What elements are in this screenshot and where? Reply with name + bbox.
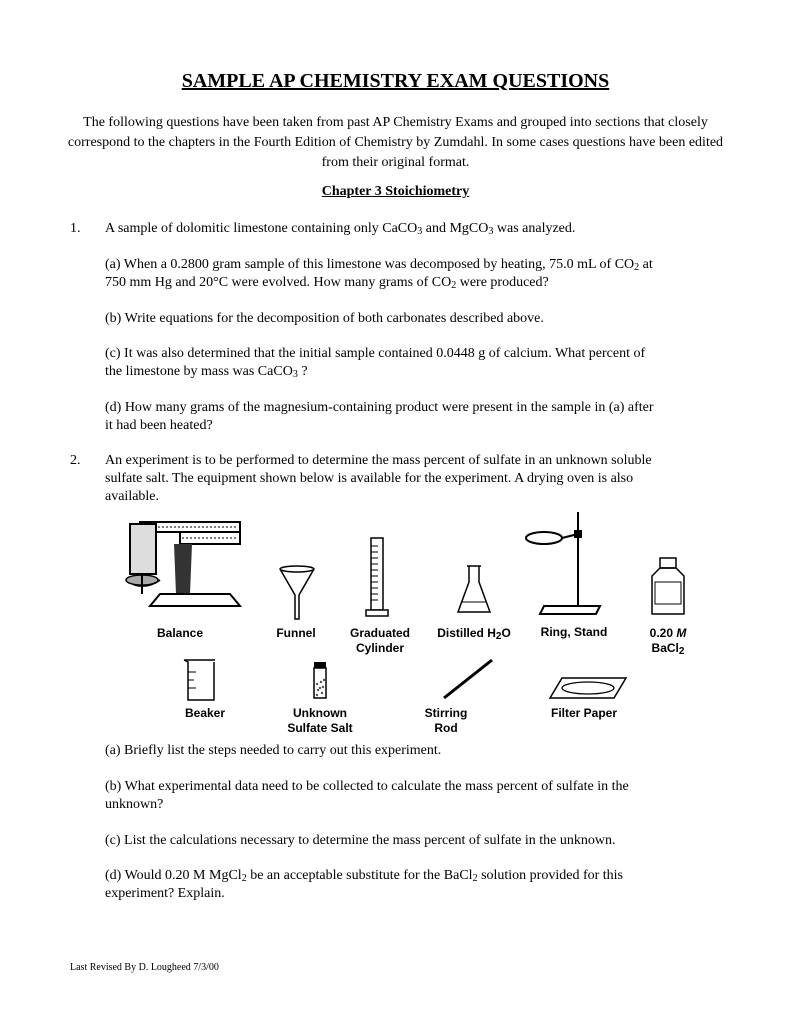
balance-label: Balance [156,626,204,640]
ring-stand-icon [522,508,608,618]
graduated-cylinder-label: Graduated Cylinder [349,626,410,655]
question-2-part-c: (c) List the calculations necessary to determine the mass percent of sulfate in the unknown. [105,833,616,848]
footer-revision-note: Last Revised By D. Lougheed 7/3/00 [70,962,219,973]
distilled-water-label: Distilled $H_2O$ [437,626,511,642]
beaker-label: Beaker [184,706,226,720]
question-2-part-a: (a) Briefly list the steps needed to carry out this experiment. [105,743,442,758]
question-1-part-d: (d) How many grams of the magnesium-containing product were present in the sample in (a) after it had been heated? [105,400,654,433]
question-1-number: 1. [70,221,81,236]
question-1-part-a: (a) When a 0.2800 gram sample of this limestone was decomposed by heating, 75.0 mL of $CO_2$ at 750 mm Hg and 20°C were evolved. How many grams of $CO_2$ were produced? [105,257,653,291]
chapter-heading: Chapter 3 Stoichiometry [321,184,470,199]
erlenmeyer-flask-icon [456,564,492,616]
filter-paper-icon [548,676,628,702]
filter-paper-label: Filter Paper [550,706,618,720]
funnel-icon [277,565,317,620]
barium-chloride-label: 0.20 M BaCl$_2$ [649,626,687,657]
funnel-label: Funnel [276,626,316,640]
beaker-icon [182,656,218,702]
stirring-rod-label: Stirring Rod [424,706,468,735]
question-1-part-b: (b) Write equations for the decomposition of both carbonates described above. [105,311,544,326]
question-2-part-b: (b) What experimental data need to be collected to calculate the mass percent of sulfate in the unknown? [105,779,629,812]
sample-vial-icon [311,660,329,700]
question-1-part-c: (c) It was also determined that the initial sample contained 0.0448 g of calcium. What percent of the limestone by mass was CaCO$_3$ ? [105,346,646,380]
balance-icon [120,514,250,614]
unknown-sulfate-salt-label: Unknown Sulfate Salt [287,706,353,735]
stirring-rod-icon [440,656,496,702]
intro-paragraph: The following questions have been taken from past AP Chemistry Exams and grouped into sections that closely correspond to the chapters in the Fourth Edition of Chemistry by Zumdahl. In some cases questions have been edited from their original format. [67,115,724,170]
page-title: SAMPLE AP CHEMISTRY EXAM QUESTIONS [181,70,610,92]
question-2-stem: An experiment is to be performed to determine the mass percent of sulfate in an unknown soluble sulfate salt. The equipment shown below is available for the experiment. A drying oven is also available. [105,453,652,504]
question-1-stem: A sample of dolomitic limestone containing only CaCO$_3$ and MgCO$_3$ was analyzed. [105,221,576,237]
reagent-bottle-icon [648,556,688,618]
question-2-part-d: (d) Would 0.20 M MgCl$_2$ be an acceptable substitute for the BaCl$_2$ solution provided for this experiment? Explain. [105,868,623,901]
ring-stand-label: Ring, Stand [540,625,608,639]
question-2-number: 2. [70,453,81,468]
graduated-cylinder-icon [365,536,389,618]
